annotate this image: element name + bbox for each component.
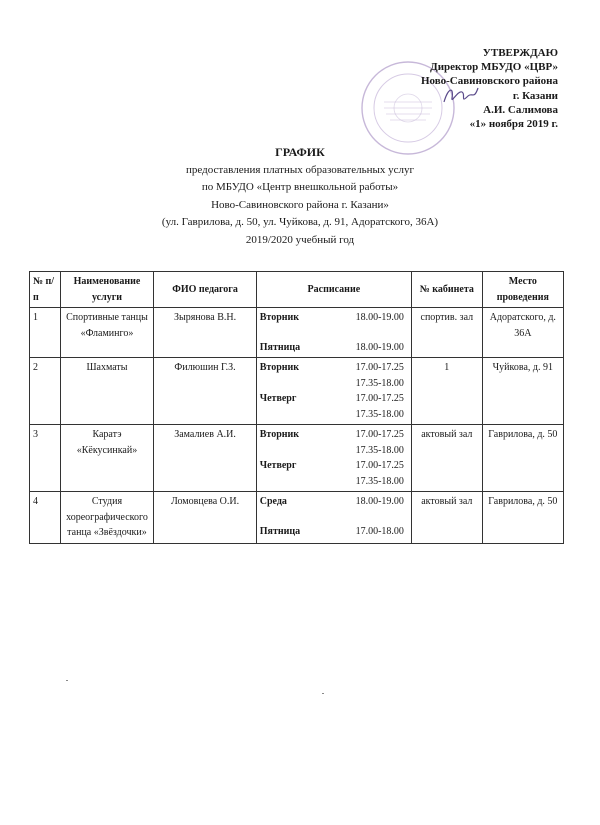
cell-schedule xyxy=(256,492,411,544)
schedule-gap xyxy=(260,326,408,340)
schedule-time: 17.00-17.25 xyxy=(355,393,404,404)
schedule-day xyxy=(260,443,318,459)
schedule-entry xyxy=(260,391,408,407)
cell-room: актовый зал xyxy=(411,492,482,544)
approval-line: г. Казани xyxy=(512,89,558,102)
cell-room: актовый зал xyxy=(411,425,482,492)
title-line: предоставления платных образовательных услуг xyxy=(185,163,415,176)
cell-service: Спортивные танцы «Фламинго» xyxy=(60,308,154,358)
cell-room: спортив. зал xyxy=(411,308,482,358)
schedule-day: Вторник xyxy=(259,312,300,323)
schedule-time: 17.00-17.25 xyxy=(355,429,404,440)
cell-place: Чуйкова, д. 91 xyxy=(482,358,563,425)
title-line: по МБУДО «Центр внешкольной работы» xyxy=(201,181,399,193)
schedule-day: Четверг xyxy=(259,393,297,404)
schedule-day xyxy=(260,376,318,392)
cell-teacher: Зырянова В.Н. xyxy=(154,308,256,358)
schedule-time: 17.35-18.00 xyxy=(355,475,404,487)
document-title xyxy=(0,144,600,249)
schedule-day xyxy=(260,407,318,423)
schedule-entry xyxy=(260,407,408,423)
cell-num: 3 xyxy=(30,425,61,492)
schedule-entry xyxy=(260,494,408,510)
table-row xyxy=(30,308,564,358)
approval-date: «1» ноября 2019 г. xyxy=(469,118,558,131)
title-line: 2019/2020 учебный год xyxy=(245,233,355,246)
schedule-time: 17.35-18.00 xyxy=(355,408,404,420)
cell-service: Каратэ «Кёкусинкай» xyxy=(60,425,154,492)
schedule-time: 17.00-17.25 xyxy=(355,362,404,373)
header-schedule: Расписание xyxy=(256,272,411,308)
cell-service: Шахматы xyxy=(60,358,154,425)
header-place: Место проведения xyxy=(482,272,563,308)
table-header-row xyxy=(30,272,564,308)
cell-num: 2 xyxy=(30,358,61,425)
schedule-day: Вторник xyxy=(259,429,300,440)
schedule-day: Среда xyxy=(259,496,287,507)
schedule-entry xyxy=(260,524,408,540)
approval-line: Директор МБУДО «ЦВР» xyxy=(430,61,558,74)
cell-num: 4 xyxy=(30,492,61,544)
cell-schedule xyxy=(256,358,411,425)
schedule-day: Вторник xyxy=(259,362,300,373)
title-line: (ул. Гаврилова, д. 50, ул. Чуйкова, д. 91, Адоратского, 36А) xyxy=(161,216,439,228)
schedule-time: 17.00-18.00 xyxy=(355,525,404,537)
cell-place: Гаврилова, д. 50 xyxy=(482,425,563,492)
approval-line: Ново-Савиновского района xyxy=(420,75,558,88)
approval-line: А.И. Салимова xyxy=(483,103,558,116)
schedule-entry xyxy=(260,310,408,326)
approval-block xyxy=(421,46,558,131)
header-room: № кабинета xyxy=(411,272,482,308)
scan-speck xyxy=(66,680,68,681)
schedule-time: 17.00-17.25 xyxy=(355,460,404,471)
table-row xyxy=(30,492,564,544)
table-body xyxy=(30,308,564,544)
schedule-entry xyxy=(260,340,408,356)
header-teacher: ФИО педагога xyxy=(154,272,256,308)
schedule-day: Пятница xyxy=(259,341,301,353)
cell-place: Адоратского, д. 36А xyxy=(482,308,563,358)
schedule-time: 18.00-19.00 xyxy=(355,341,404,353)
header-service: Наименование услуги xyxy=(60,272,154,308)
schedule-table xyxy=(29,271,564,544)
schedule-entry xyxy=(260,376,408,392)
schedule-time: 17.35-18.00 xyxy=(355,377,404,389)
cell-teacher: Замалиев А.И. xyxy=(154,425,256,492)
table-row xyxy=(30,358,564,425)
schedule-day xyxy=(260,474,318,490)
header-num: № п/п xyxy=(30,272,61,308)
cell-schedule xyxy=(256,425,411,492)
cell-place: Гаврилова, д. 50 xyxy=(482,492,563,544)
title-main: ГРАФИК xyxy=(275,145,325,159)
schedule-entry xyxy=(260,458,408,474)
cell-schedule xyxy=(256,308,411,358)
schedule-day: Пятница xyxy=(259,525,301,537)
cell-service: Студия хореографического танца «Звёздочки» xyxy=(60,492,154,544)
cell-teacher: Филюшин Г.З. xyxy=(154,358,256,425)
schedule-entry xyxy=(260,474,408,490)
title-line: Ново-Савиновского района г. Казани» xyxy=(211,198,389,211)
schedule-gap xyxy=(260,510,408,524)
approval-line: УТВЕРЖДАЮ xyxy=(482,47,558,59)
scan-speck xyxy=(322,693,324,694)
cell-room: 1 xyxy=(411,358,482,425)
schedule-time: 18.00-19.00 xyxy=(355,312,404,323)
schedule-entry xyxy=(260,427,408,443)
schedule-day: Четверг xyxy=(259,460,297,471)
table-row xyxy=(30,425,564,492)
schedule-entry xyxy=(260,443,408,459)
cell-num: 1 xyxy=(30,308,61,358)
schedule-time: 17.35-18.00 xyxy=(355,444,404,456)
schedule-time: 18.00-19.00 xyxy=(355,496,404,507)
cell-teacher: Ломовцева О.И. xyxy=(154,492,256,544)
schedule-entry xyxy=(260,360,408,376)
